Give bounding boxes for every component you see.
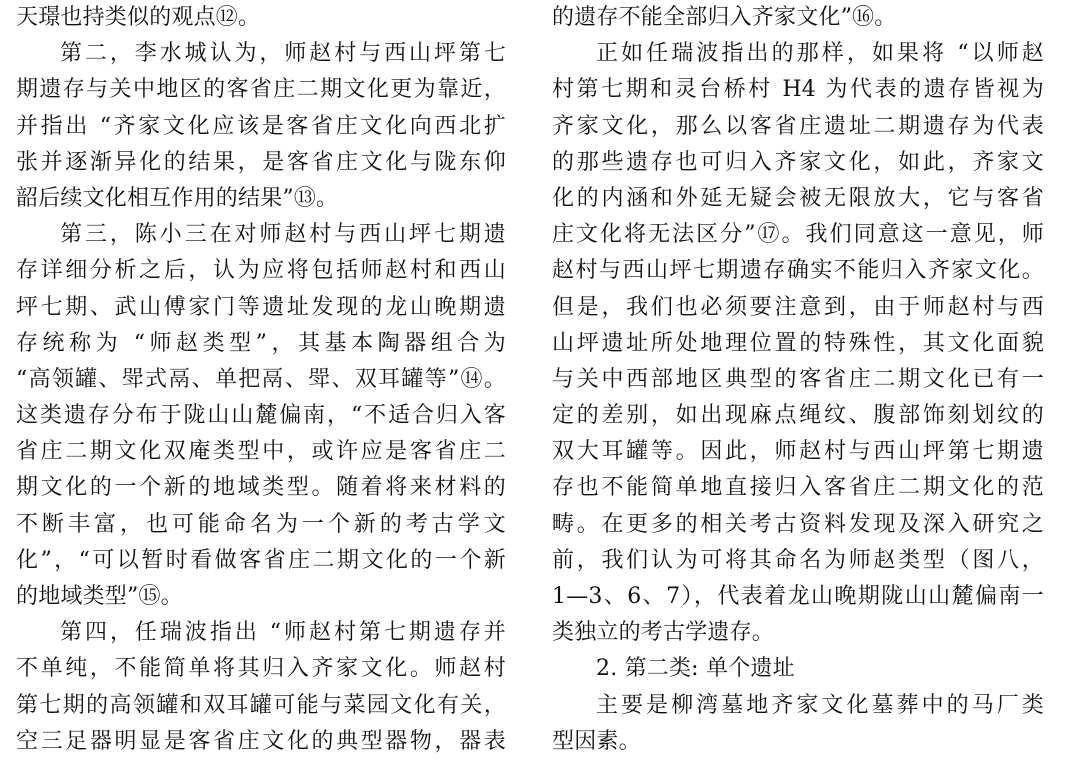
text-line: 化的内涵和外延无疑会被无限放大，它与客省 xyxy=(552,185,1044,211)
text-line: 省庄二期文化双庵类型中，或许应是客省庄二 xyxy=(16,439,506,465)
text-line: 第四，任瑞波指出 “师赵村第七期遗存并 xyxy=(60,620,506,646)
text-line: 存也不能简单地直接归入客省庄二期文化的范 xyxy=(552,475,1044,501)
text-line: “高领罐、斝式鬲、单把鬲、斝、双耳罐等”⑭。 xyxy=(16,366,506,392)
text-line: 存统称为 “师赵类型”，其基本陶器组合为 xyxy=(16,330,506,356)
text-line: 类独立的考古学遗存。 xyxy=(552,620,775,646)
text-line: 天璟也持类似的观点⑫。 xyxy=(16,5,261,30)
text-line: 第三，陈小三在对师赵村与西山坪七期遗 xyxy=(60,222,506,248)
text-line: 的遗存不能全部归入齐家文化”⑯。 xyxy=(552,5,897,30)
right-text-column xyxy=(552,0,1044,760)
text-line: 赵村与西山坪七期遗存确实不能归入齐家文化。 xyxy=(552,258,1044,284)
text-line: 与关中西部地区典型的客省庄二期文化已有一 xyxy=(552,366,1044,392)
text-line: 但是，我们也必须要注意到，由于师赵村与西 xyxy=(552,294,1044,320)
text-line: 定的差别，如出现麻点绳纹、腹部饰刻划纹的 xyxy=(552,403,1044,429)
text-line: 不单纯，不能简单将其归入齐家文化。师赵村 xyxy=(16,656,506,682)
text-line: 韶后续文化相互作用的结果”⑬。 xyxy=(16,185,339,211)
text-line: 2. 第二类: 单个遗址 xyxy=(596,656,795,682)
text-line: 期遗存与关中地区的客省庄二期文化更为靠近， xyxy=(16,77,506,103)
text-line: 存详细分析之后，认为应将包括师赵村和西山 xyxy=(16,258,506,284)
text-line: 双大耳罐等。因此，师赵村与西山坪第七期遗 xyxy=(552,439,1044,465)
text-line: 齐家文化，那么以客省庄遗址二期遗存为代表 xyxy=(552,113,1044,139)
text-line: 山坪遗址所处地理位置的特殊性，其文化面貌 xyxy=(552,330,1044,356)
text-line: 村第七期和灵台桥村 H4 为代表的遗存皆视为 xyxy=(552,77,1044,103)
text-line: 张并逐渐异化的结果，是客省庄文化与陇东仰 xyxy=(16,149,506,175)
text-line: 主要是柳湾墓地齐家文化墓葬中的马厂类 xyxy=(596,692,1044,718)
text-line: 前，我们认为可将其命名为师赵类型（图八， xyxy=(552,547,1044,573)
text-line: 化”，“可以暂时看做客省庄二期文化的一个新 xyxy=(16,547,506,573)
text-line: 坪七期、武山傅家门等遗址发现的龙山晚期遗 xyxy=(16,294,506,320)
text-line: 庄文化将无法区分”⑰。我们同意这一意见，师 xyxy=(552,222,1044,248)
text-line: 型因素。 xyxy=(552,728,641,754)
text-line: 这类遗存分布于陇山山麓偏南，“不适合归入客 xyxy=(16,403,506,429)
text-line: 的那些遗存也可归入齐家文化，如此，齐家文 xyxy=(552,149,1044,175)
left-text-column xyxy=(16,0,506,760)
text-line: 的地域类型”⑮。 xyxy=(16,584,183,609)
text-line: 正如任瑞波指出的那样，如果将 “以师赵 xyxy=(596,41,1044,67)
text-line: 并指出 “齐家文化应该是客省庄文化向西北扩 xyxy=(16,113,506,139)
text-line: 期文化的一个新的地域类型。随着将来材料的 xyxy=(16,475,506,501)
text-line: 畴。在更多的相关考古资料发现及深入研究之 xyxy=(552,511,1044,537)
text-line: 不断丰富，也可能命名为一个新的考古学文 xyxy=(16,511,506,537)
text-line: 1—3、6、7），代表着龙山晚期陇山山麓偏南一 xyxy=(552,584,1044,609)
text-line: 第二，李水城认为，师赵村与西山坪第七 xyxy=(60,41,506,67)
text-line: 空三足器明显是客省庄文化的典型器物，器表 xyxy=(16,728,506,754)
text-line: 第七期的高领罐和双耳罐可能与菜园文化有关， xyxy=(16,692,506,718)
